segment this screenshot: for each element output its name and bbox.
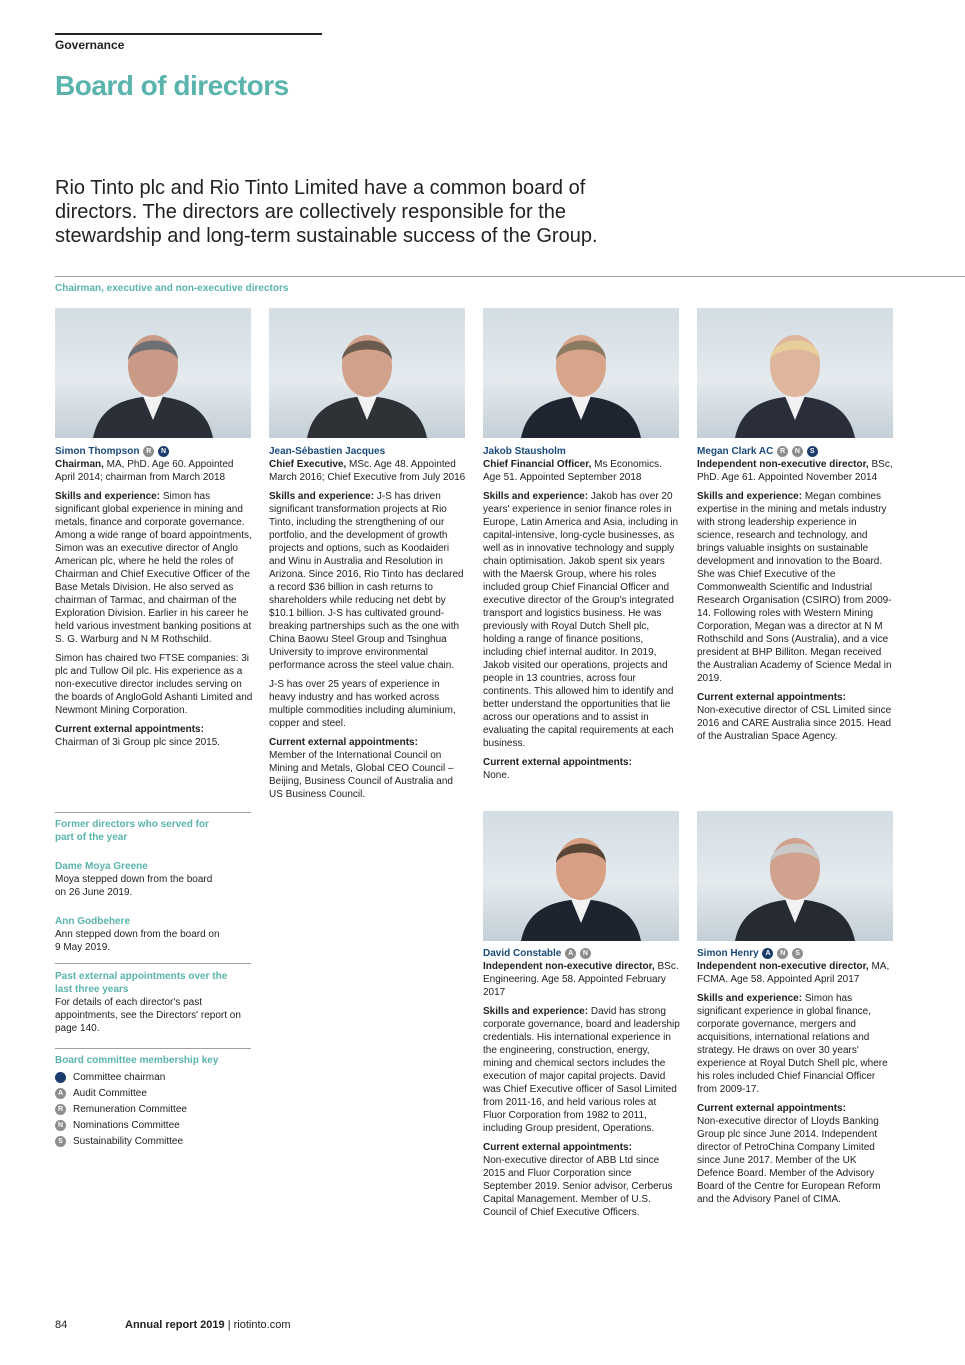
appointments-label: Current external appointments: (55, 724, 204, 735)
director-details (483, 960, 681, 999)
director-name: David Constable (483, 948, 562, 959)
skills-label: Skills and experience: (269, 491, 375, 502)
appointments-text: Non-executive director of Lloyds Banking Group plc since June 2014. Independent director of PetroChina Company Limited since June 2017. Member of the UK Defence Board. Member of the Advisory Board of the Centre for European Reform and the Advisory Panel of CIMA. (697, 1116, 881, 1205)
director-card (483, 947, 681, 1219)
director-skills (697, 992, 895, 1096)
portrait-silhouette (697, 811, 893, 941)
key-item (55, 1117, 251, 1133)
sidebar-rule (55, 963, 251, 964)
director-role: Chairman, (55, 459, 104, 470)
key-label: Remuneration Committee (73, 1103, 187, 1115)
key-item (55, 1069, 251, 1085)
director-role: Independent non-executive director, (697, 459, 869, 470)
committee-badge: A (565, 948, 576, 959)
director-appointments (269, 736, 467, 801)
director-details (269, 458, 467, 484)
appointments-label: Current external appointments: (483, 1142, 632, 1153)
section-label: Governance (55, 38, 125, 52)
director-photo-constable (483, 811, 679, 941)
key-badge: N (55, 1120, 66, 1131)
portrait-silhouette (55, 308, 251, 438)
key-badge (55, 1072, 66, 1083)
director-name: Jean-Sébastien Jacques (269, 446, 386, 457)
appointments-text: Non-executive director of CSL Limited since 2016 and CARE Australia since 2015. Head of the Australian Space Agency. (697, 705, 892, 742)
director-details (697, 458, 895, 484)
divider (55, 276, 965, 277)
former-text: Moya stepped down from the board on 26 June 2019. (55, 874, 213, 898)
key-label: Sustainability Committee (73, 1135, 184, 1147)
intro-text: Rio Tinto plc and Rio Tinto Limited have a common board of directors. The directors are collectively responsible for the stewardship and long-term sustainable success of the Group. (55, 177, 598, 247)
key-item (55, 1101, 251, 1117)
director-heading (55, 445, 253, 458)
key-badge: A (55, 1088, 66, 1099)
key-item (55, 1085, 251, 1101)
director-heading (483, 445, 681, 458)
committee-key (55, 1054, 251, 1149)
appointments-label: Current external appointments: (697, 692, 846, 703)
director-skills (269, 490, 467, 672)
portrait-silhouette (697, 308, 893, 438)
skills-text: Megan combines expertise in the mining and metals industry with strong leadership experience in science, research and technology, and brings valuable insights on sustainable development and innovation to the Board. She was Chief Executive of the Commonwealth Scientific and Industrial Research Organisation (CSIRO) from 2009-14. Following roles with Western Mining Corporation, Megan was a director at N M Rothschild and Sons (Australia), and a vice president at BHP Billiton. Megan received the Australian Academy of Science Medal in 2019. (697, 491, 892, 684)
skills-label: Skills and experience: (697, 491, 803, 502)
appointments-text: None. (483, 770, 510, 781)
committee-badge: N (777, 948, 788, 959)
director-photo-henry (697, 811, 893, 941)
director-name: Simon Henry (697, 948, 759, 959)
director-details (55, 458, 253, 484)
director-photo-jacques (269, 308, 465, 438)
director-photo-stausholm (483, 308, 679, 438)
page-footer (55, 1319, 290, 1331)
appointments-text: Member of the International Council on Mining and Metals, Global CEO Council – Beijing, Business Council of Australia and US Business Council. (269, 750, 454, 800)
former-text: Ann stepped down from the board on 9 May 2019. (55, 929, 220, 953)
committee-badge: R (143, 446, 154, 457)
director-heading (697, 445, 895, 458)
director-credentials: MA, PhD. Age 60. Appointed April 2014; chairman from March 2018 (55, 459, 234, 483)
sidebar-rule (55, 1048, 251, 1049)
appointments-label: Current external appointments: (697, 1103, 846, 1114)
director-appointments (55, 723, 253, 749)
director-credentials: BSc, PhD. Age 61. Appointed November 2014 (697, 459, 893, 483)
sidebar-rule (55, 812, 251, 813)
past-text: For details of each director's past appointments, see the Directors' report on page 140. (55, 997, 241, 1034)
director-role: Independent non-executive director, (483, 961, 655, 972)
director-name: Jakob Stausholm (483, 446, 566, 457)
portrait-silhouette (483, 308, 679, 438)
director-role: Chief Financial Officer, (483, 459, 592, 470)
director-heading (697, 947, 895, 960)
director-heading (269, 445, 467, 458)
directors-subheading: Chairman, executive and non-executive directors (55, 283, 289, 294)
director-card (269, 445, 467, 801)
key-badge: S (55, 1136, 66, 1147)
skills-label: Skills and experience: (483, 1006, 589, 1017)
report-name: Annual report 2019 (125, 1319, 225, 1331)
director-name: Megan Clark AC (697, 446, 774, 457)
director-skills (55, 490, 253, 646)
committee-badge: S (807, 446, 818, 457)
former-heading: Former directors who served for part of the year (55, 819, 209, 843)
director-credentials: BSc. Engineering. Age 58. Appointed February 2017 (483, 961, 679, 998)
committee-badge: A (762, 948, 773, 959)
section-rule (55, 33, 322, 35)
skills-extra: J-S has over 25 years of experience in heavy industry and has worked across multiple commodities including aluminium, copper and steel. (269, 679, 456, 729)
past-heading: Past external appointments over the last three years (55, 971, 228, 995)
committee-badge: N (158, 446, 169, 457)
director-skills (483, 490, 681, 750)
appointments-text: Non-executive director of ABB Ltd since 2015 and Fluor Corporation since September 2019. Senior advisor, Cerberus Capital Management. Member of U.S. Council of Chief Executive Officers. (483, 1155, 673, 1218)
skills-text: Simon has significant global experience in mining and metals, finance and corporate governance. Among a wide range of board appointments, Simon was an executive director of Anglo American plc, where he held the roles of Chairman and Chief Executive Officer of the Base Metals Division. He also served as chairman of Tarmac, and chairman of the Exploration Division. Earlier in his career he held various investment banking positions at S. G. Warburg and N M Rothschild. (55, 491, 252, 645)
committee-badge: S (792, 948, 803, 959)
director-card (697, 947, 895, 1206)
skills-label: Skills and experience: (483, 491, 589, 502)
director-photo-thompson (55, 308, 251, 438)
past-appointments (55, 970, 251, 1035)
appointments-label: Current external appointments: (483, 757, 632, 768)
director-role: Chief Executive, (269, 459, 347, 470)
director-details (483, 458, 681, 484)
committee-badge: N (580, 948, 591, 959)
appointments-label: Current external appointments: (269, 737, 418, 748)
key-heading: Board committee membership key (55, 1055, 219, 1066)
skills-text: Simon has significant experience in global finance, corporate governance, mergers and acquisitions, international relations and strategy. He draws on over 30 years' experience at Royal Dutch Shell plc, where his roles included Chief Financial Officer from 2009-17. (697, 993, 888, 1095)
page-number: 84 (55, 1319, 68, 1331)
key-label: Nominations Committee (73, 1119, 180, 1131)
skills-text: Jakob has over 20 years' experience in senior finance roles in Europe, Latin America and Asia, including in capital-intensive, long-cycle businesses, as well as in innovative technology and supply chain optimisation. Jakob spent six years with the Maersk Group, where his roles included group Chief Financial Officer and executive director of the Group's integrated transport and logistics business. He was previously with Royal Dutch Shell plc, holding a range of finance positions, including chief internal auditor. In 2019, Jakob visited our operations, projects and people in 13 countries, across four continents. This allowed him to identify and better understand the opportunities that lie across our operations and to assist in evaluating the capital requirements at each business. (483, 491, 679, 749)
portrait-silhouette (483, 811, 679, 941)
page-title: Board of directors (55, 70, 289, 101)
appointments-text: Chairman of 3i Group plc since 2015. (55, 737, 221, 748)
director-appointments (697, 1102, 895, 1206)
director-card (697, 445, 895, 743)
skills-label: Skills and experience: (55, 491, 161, 502)
director-credentials: Ms Economics. Age 51. Appointed September 2018 (483, 459, 662, 483)
director-name: Simon Thompson (55, 446, 140, 457)
director-appointments (483, 1141, 681, 1219)
key-item (55, 1133, 251, 1149)
portrait-silhouette (269, 308, 465, 438)
website-link: riotinto.com (233, 1319, 291, 1331)
director-photo-clark (697, 308, 893, 438)
former-directors (55, 818, 251, 954)
committee-badge: R (777, 446, 788, 457)
director-card (55, 445, 253, 749)
director-role: Independent non-executive director, (697, 961, 869, 972)
former-name: Dame Moya Greene (55, 861, 148, 872)
footer-separator: | (224, 1319, 234, 1331)
key-label: Audit Committee (73, 1087, 147, 1099)
key-badge: R (55, 1104, 66, 1115)
director-credentials: MSc. Age 48. Appointed March 2016; Chief Executive from July 2016 (269, 459, 466, 483)
director-skills (697, 490, 895, 685)
director-card (483, 445, 681, 782)
director-details (697, 960, 895, 986)
key-label: Committee chairman (73, 1071, 166, 1083)
former-name: Ann Godbehere (55, 916, 131, 927)
skills-extra: Simon has chaired two FTSE companies: 3i plc and Tullow Oil plc. His experience as a non-executive director includes serving on the boards of AngloGold Ashanti Limited and Newmont Mining Corporation. (55, 653, 253, 716)
skills-text: J-S has driven significant transformation projects at Rio Tinto, including the strengthening of our portfolio, and the development of growth projects and options, such as Koodaideri and Winu in Australia and Resolution in Arizona. Since 2016, Rio Tinto has declared a record $36 billion in cash returns to shareholders while reducing net debt by $10.1 billion. J-S has cultivated ground-breaking partnerships such as the one with China Baowu Steel Group and Tsinghua University to improve environmental performance across the steel value chain. (269, 491, 464, 671)
skills-label: Skills and experience: (697, 993, 803, 1004)
director-heading (483, 947, 681, 960)
committee-badge: N (792, 446, 803, 457)
skills-text: David has strong corporate governance, board and leadership credentials. His international experience in the engineering, construction, energy, mining and chemical sectors includes the execution of major capital projects. David was Chief Executive officer of Sasol Limited from 2011-16, and held various roles at Fluor Corporation from 1982 to 2011, including Group president, Operations. (483, 1006, 680, 1134)
director-appointments (697, 691, 895, 743)
director-credentials: MA, FCMA. Age 58. Appointed April 2017 (697, 961, 890, 985)
director-appointments (483, 756, 681, 782)
director-skills (483, 1005, 681, 1135)
